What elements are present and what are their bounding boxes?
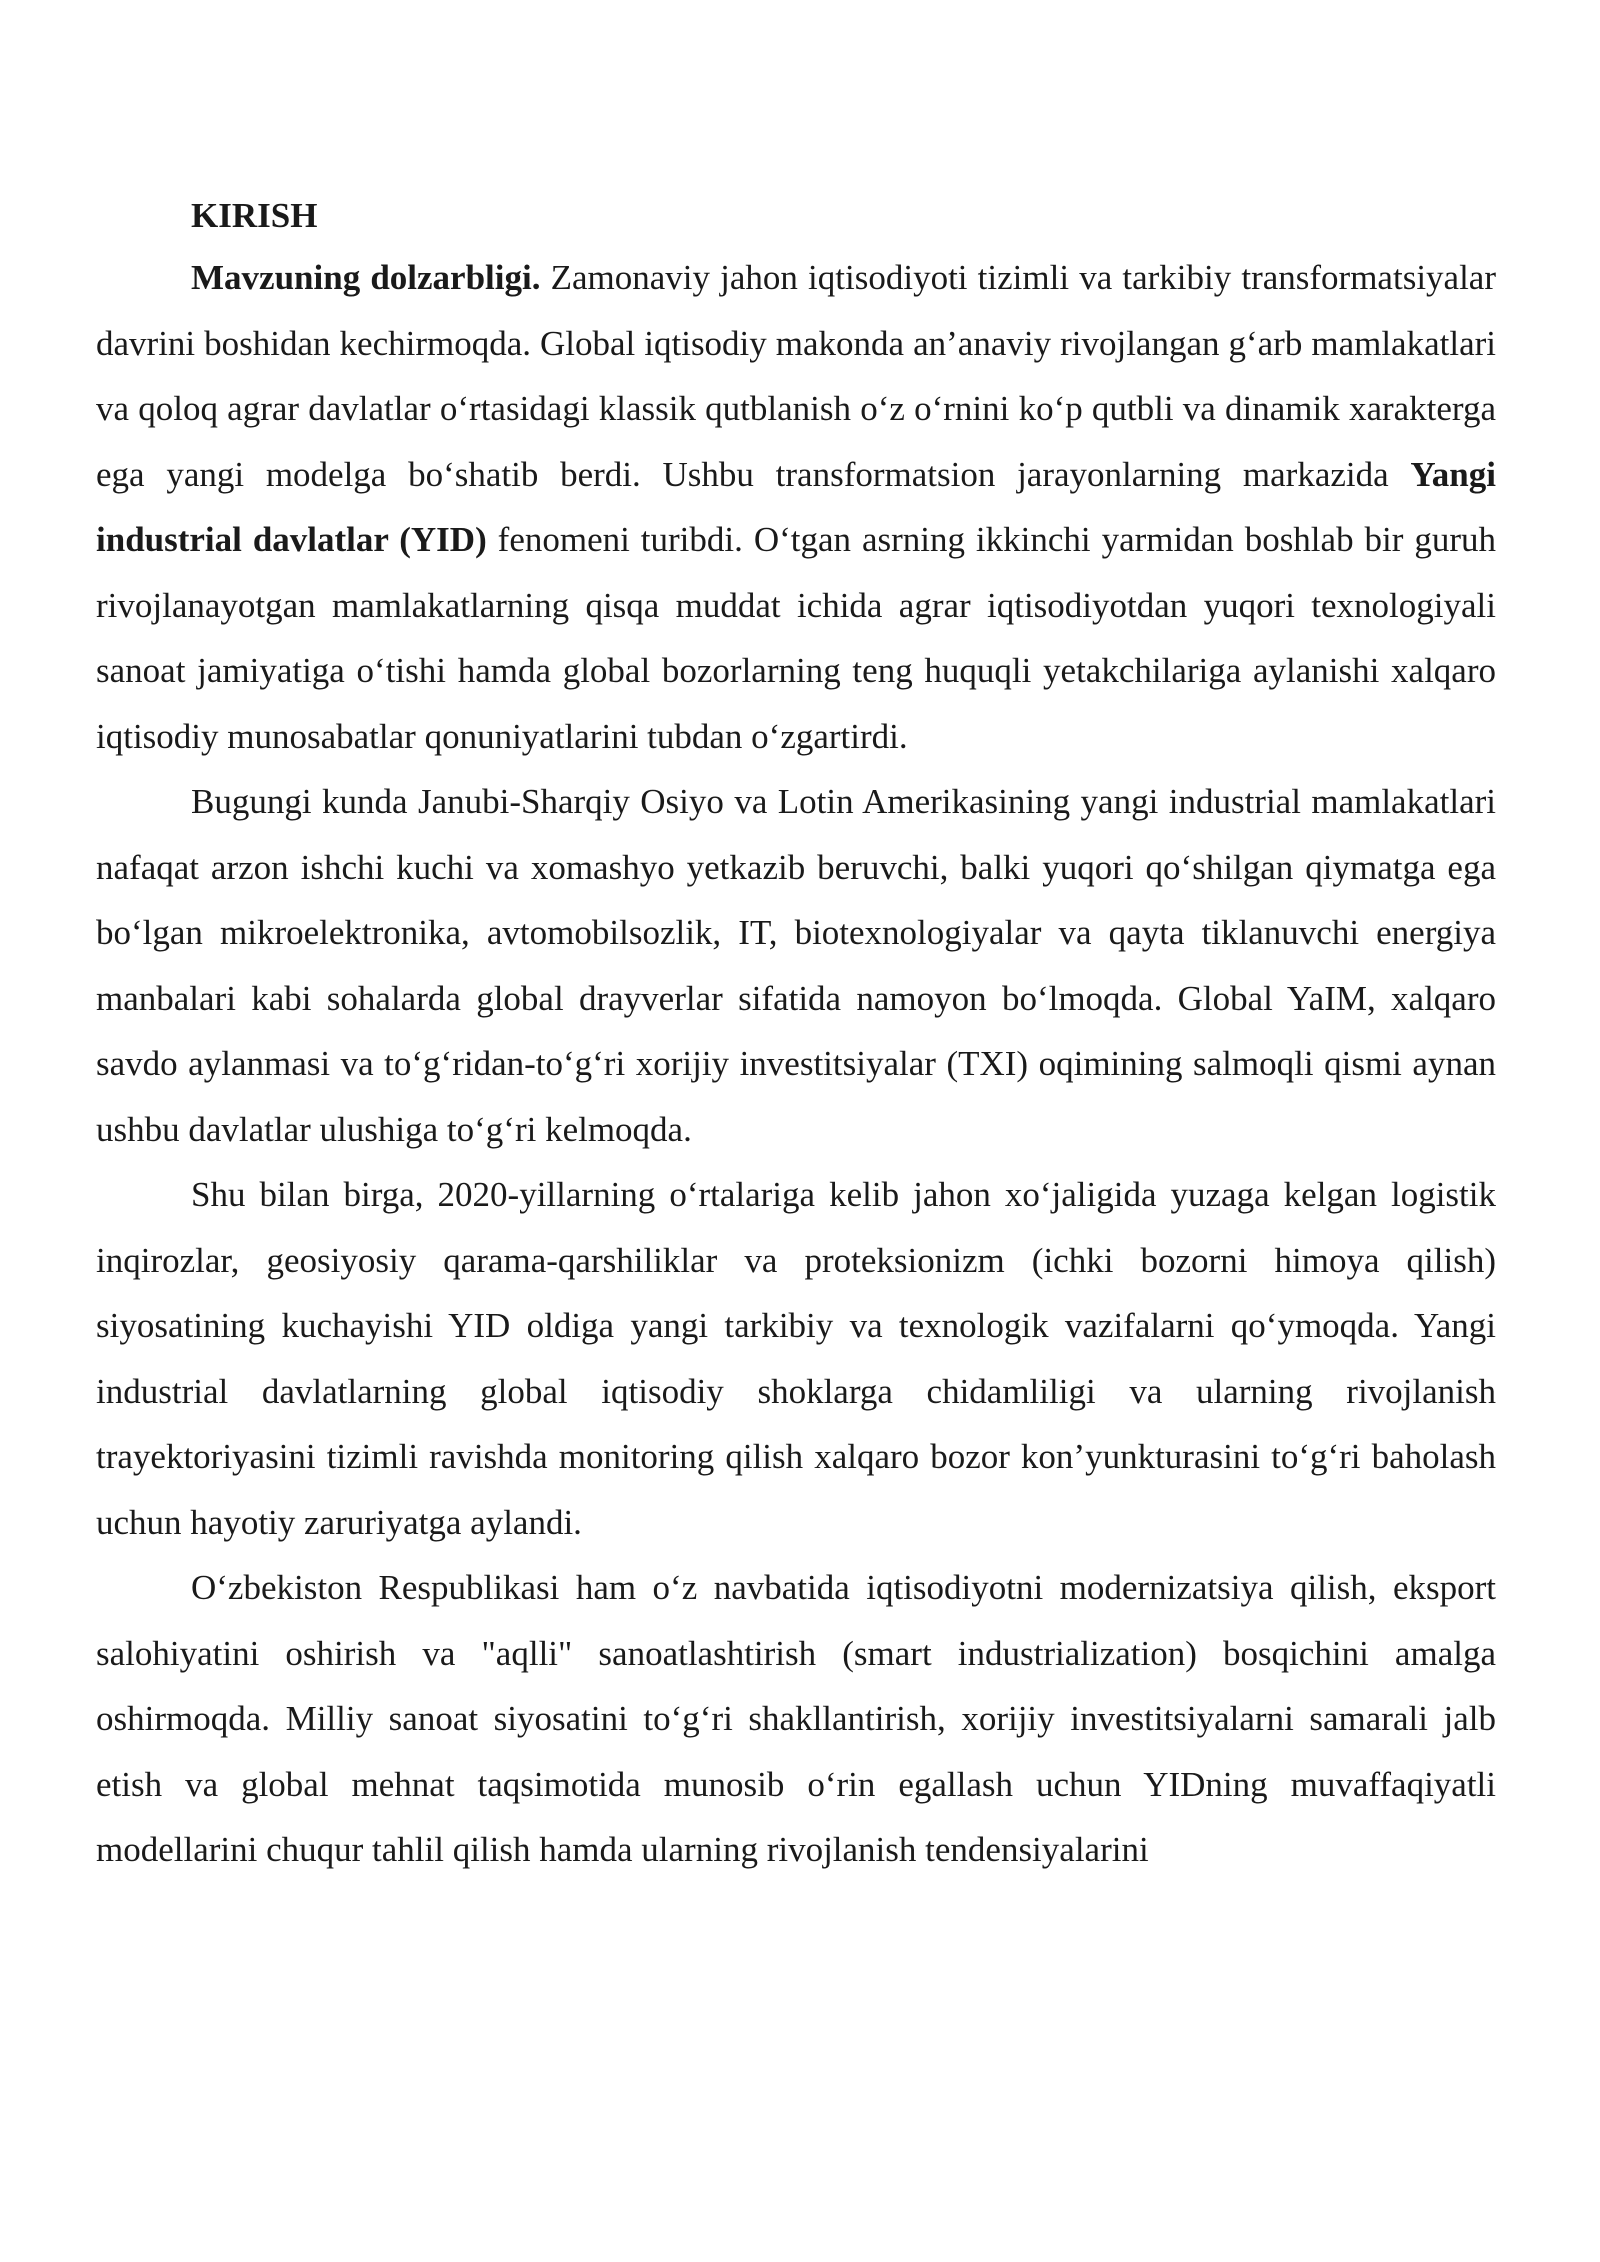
section-heading: KIRISH [191,196,318,235]
relevance-lead: Mavzuning dolzarbligi. [191,258,541,297]
paragraph-uzbekistan: O‘zbekiston Respublikasi ham o‘z navbatida iqtisodiyotni modernizatsiya qilish, eksport salohiyatini oshirish va "aqlli" sanoatlashtirish (smart industrialization) bosqichini amalga oshirmoqda. Milliy sanoat siyosatini to‘g‘ri shakllantirish, xorijiy investitsiyalarni samarali jalb etish va global mehnat taqsimotida munosib o‘rin egallash uchun YIDning muvaffaqiyatli modellarini chuqur tahlil qilish hamda ularning rivojlanish tendensiyalarini [96,1568,1496,1869]
paragraph-asia-latam: Bugungi kunda Janubi-Sharqiy Osiyo va Lotin Amerikasining yangi industrial mamlakatlari nafaqat arzon ishchi kuchi va xomashyo yetkazib beruvchi, balki yuqori qo‘shilgan qiymatga ega bo‘lgan mikroelektronika, avtomobilsozlik, IT, biotexnologiyalar va qayta tiklanuvchi energiya manbalari kabi sohalarda global drayverlar sifatida namoyon bo‘lmoqda. Global YaIM, xalqaro savdo aylanmasi va to‘g‘ridan-to‘g‘ri xorijiy investitsiyalar (TXI) oqimining salmoqli qismi aynan ushbu davlatlar ulushiga to‘g‘ri kelmoqda. [96,782,1496,1149]
paragraph-relevance [96,245,1496,769]
paragraph-challenges: Shu bilan birga, 2020-yillarning o‘rtalariga kelib jahon xo‘jaligida yuzaga kelgan logistik inqirozlar, geosiyosiy qarama-qarshiliklar va proteksionizm (ichki bozorni himoya qilish) siyosatining kuchayishi YID oldiga yangi tarkibiy va texnologik vazifalarni qo‘ymoqda. Yangi industrial davlatlarning global iqtisodiy shoklarga chidamliligi va ularning rivojlanish trayektoriyasini tizimli ravishda monitoring qilish xalqaro bozor kon’yunkturasini to‘g‘ri baholash uchun hayotiy zaruriyatga aylandi. [96,1175,1496,1542]
document-page [96,186,1496,1883]
yid-term: Yangi industrial davlatlar (YID) [96,454,1496,559]
relevance-text-a: Zamonaviy jahon iqtisodiyoti tizimli va tarkibiy transformatsiyalar davrini boshidan kechirmoqda. Global iqtisodiy makonda an’anaviy rivojlangan g‘arb mamlakatlari va qoloq agrar davlatlar o‘rtasidagi klassik qutblanish o‘z o‘rnini ko‘p qutbli va dinamik xarakterga ega yangi modelga bo‘shatib berdi. Ushbu transformatsion jarayonlarning markazida [96,258,1496,494]
relevance-text-b: fenomeni turibdi. O‘tgan asrning ikkinchi yarmidan boshlab bir guruh rivojlanayotgan mamlakatlarning qisqa muddat ichida agrar iqtisodiyotdan yuqori texnologiyali sanoat jamiyatiga o‘tishi hamda global bozorlarning teng huquqli yetakchilariga aylanishi xalqaro iqtisodiy munosabatlar qonuniyatlarini tubdan o‘zgartirdi. [96,520,1496,756]
